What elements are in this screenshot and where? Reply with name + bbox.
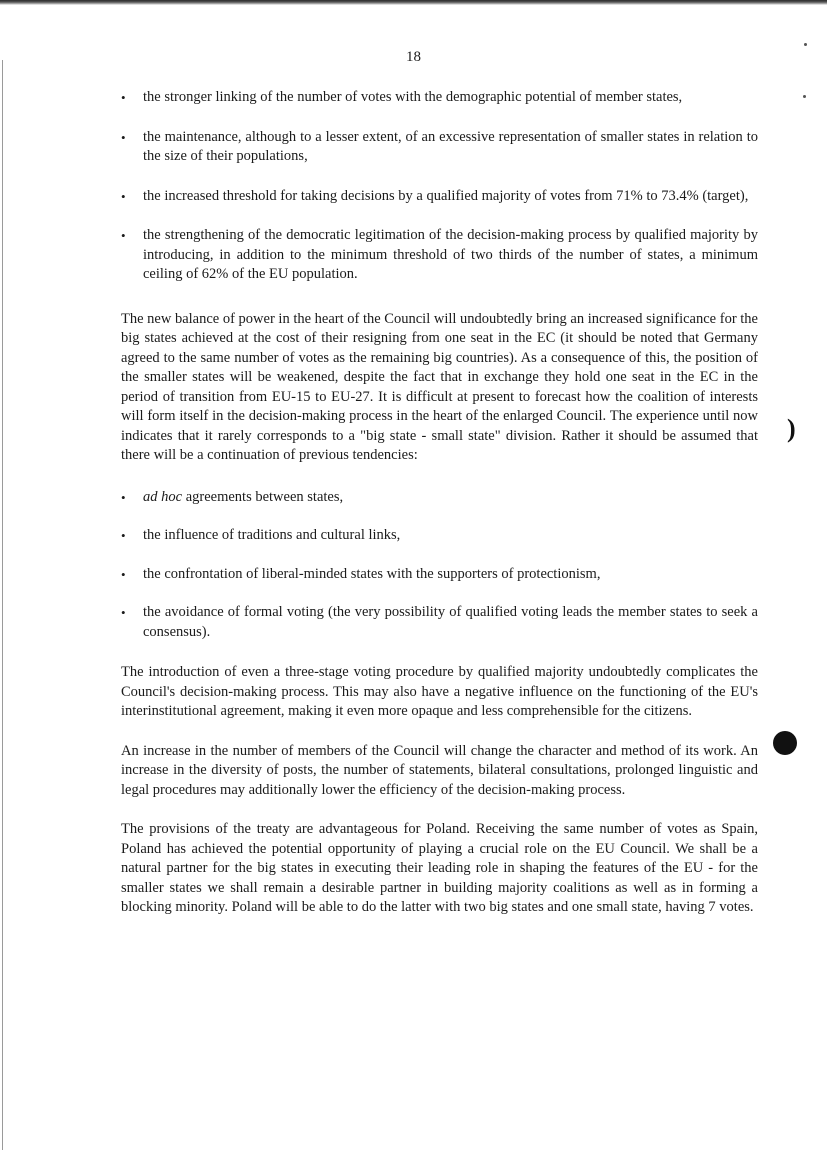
scan-top-edge <box>0 0 827 5</box>
list-item <box>121 603 758 642</box>
list-item-text: the increased threshold for taking decisions by a qualified majority of votes from 71% to 73.4% (target), <box>143 187 749 204</box>
list-item <box>121 488 758 508</box>
scan-speck <box>803 95 806 98</box>
margin-paren-mark: ) <box>787 414 796 443</box>
list-item-text: the stronger linking of the number of votes with the demographic potential of member states, <box>143 89 683 105</box>
bullet-icon: • <box>121 228 126 243</box>
italic-term: ad hoc <box>143 488 183 505</box>
list-item <box>121 565 758 585</box>
list-item-text: the strengthening of the democratic legitimation of the decision-making process by qualified majority by introducing, in addition to the minimum threshold of two thirds of the number of states, a minimum ceiling of 62% of the EU population. <box>143 227 758 282</box>
bullet-list-tendencies <box>121 488 758 643</box>
list-item-text: the confrontation of liberal-minded states with the supporters of protectionism, <box>143 565 601 582</box>
list-item-text <box>143 489 343 505</box>
scan-left-edge <box>2 60 3 1150</box>
paragraph-voting-procedure: The introduction of even a three-stage voting procedure by qualified majority undoubtedly complicates the Council's decision-making process. This may also have a negative influence on the functioning of the EU's interinstitutional agreement, making it even more opaque and less comprehensible for the citizens. <box>121 664 758 719</box>
list-item <box>121 226 758 285</box>
bullet-icon: • <box>121 566 126 582</box>
list-item <box>121 128 758 167</box>
list-item <box>121 88 758 108</box>
paragraph-poland: The provisions of the treaty are advantageous for Poland. Receiving the same number of votes as Spain, Poland has achieved the potential opportunity of playing a crucial role on the EU Council. We shall be a natural partner for the big states in executing their leading role in shaping the features of the EU - for the smaller states we shall remain a desirable partner in building majority coalitions as well as in forming a blocking minority. Poland will be able to do the latter with two big states and one small state, having 7 votes. <box>121 821 758 915</box>
margin-dot-mark <box>773 731 797 755</box>
list-item <box>121 187 758 207</box>
list-item-text: the maintenance, although to a lesser extent, of an excessive representation of smaller states in relation to the size of their populations, <box>143 128 758 164</box>
bullet-icon: • <box>121 528 126 543</box>
bullet-icon: • <box>121 188 126 204</box>
list-item <box>121 526 758 546</box>
list-item-text: the avoidance of formal voting (the very possibility of qualified voting leads the member states to seek a consensus). <box>143 604 758 640</box>
page-number: 18 <box>406 49 421 65</box>
bullet-icon: • <box>121 605 126 620</box>
paragraph-balance-of-power: The new balance of power in the heart of the Council will undoubtedly bring an increased significance for the big states achieved at the cost of their resigning from one seat in the EC (it should be noted that Germany agreed to the same number of votes as the remaining big countries). As a consequence of this, the position of the smaller states will be weakened, despite the fact that in exchange they hold one seat in the EC in the period of transition from EU-15 to EU-27. It is difficult at present to forecast how the coalition of interests will form itself in the decision-making process in the heart of the enlarged Council. The experience until now indicates that it rarely corresponds to a "big state - small state" division. Rather it should be assumed that there will be a continuation of previous tendencies: <box>121 310 758 463</box>
bullet-list-voting-changes <box>121 88 758 285</box>
bullet-icon: • <box>121 129 126 145</box>
scan-speck <box>804 43 807 46</box>
document-body <box>121 88 758 918</box>
list-item-text-rest: agreements between states, <box>182 488 344 505</box>
paragraph-council-members: An increase in the number of members of the Council will change the character and method of its work. An increase in the diversity of posts, the number of statements, bilateral consultations, prolonged linguistic and legal procedures may additionally lower the efficiency of the decision-making process. <box>121 742 758 798</box>
list-item-text: the influence of traditions and cultural links, <box>143 527 401 543</box>
bullet-icon: • <box>121 90 126 105</box>
bullet-icon: • <box>121 489 126 505</box>
